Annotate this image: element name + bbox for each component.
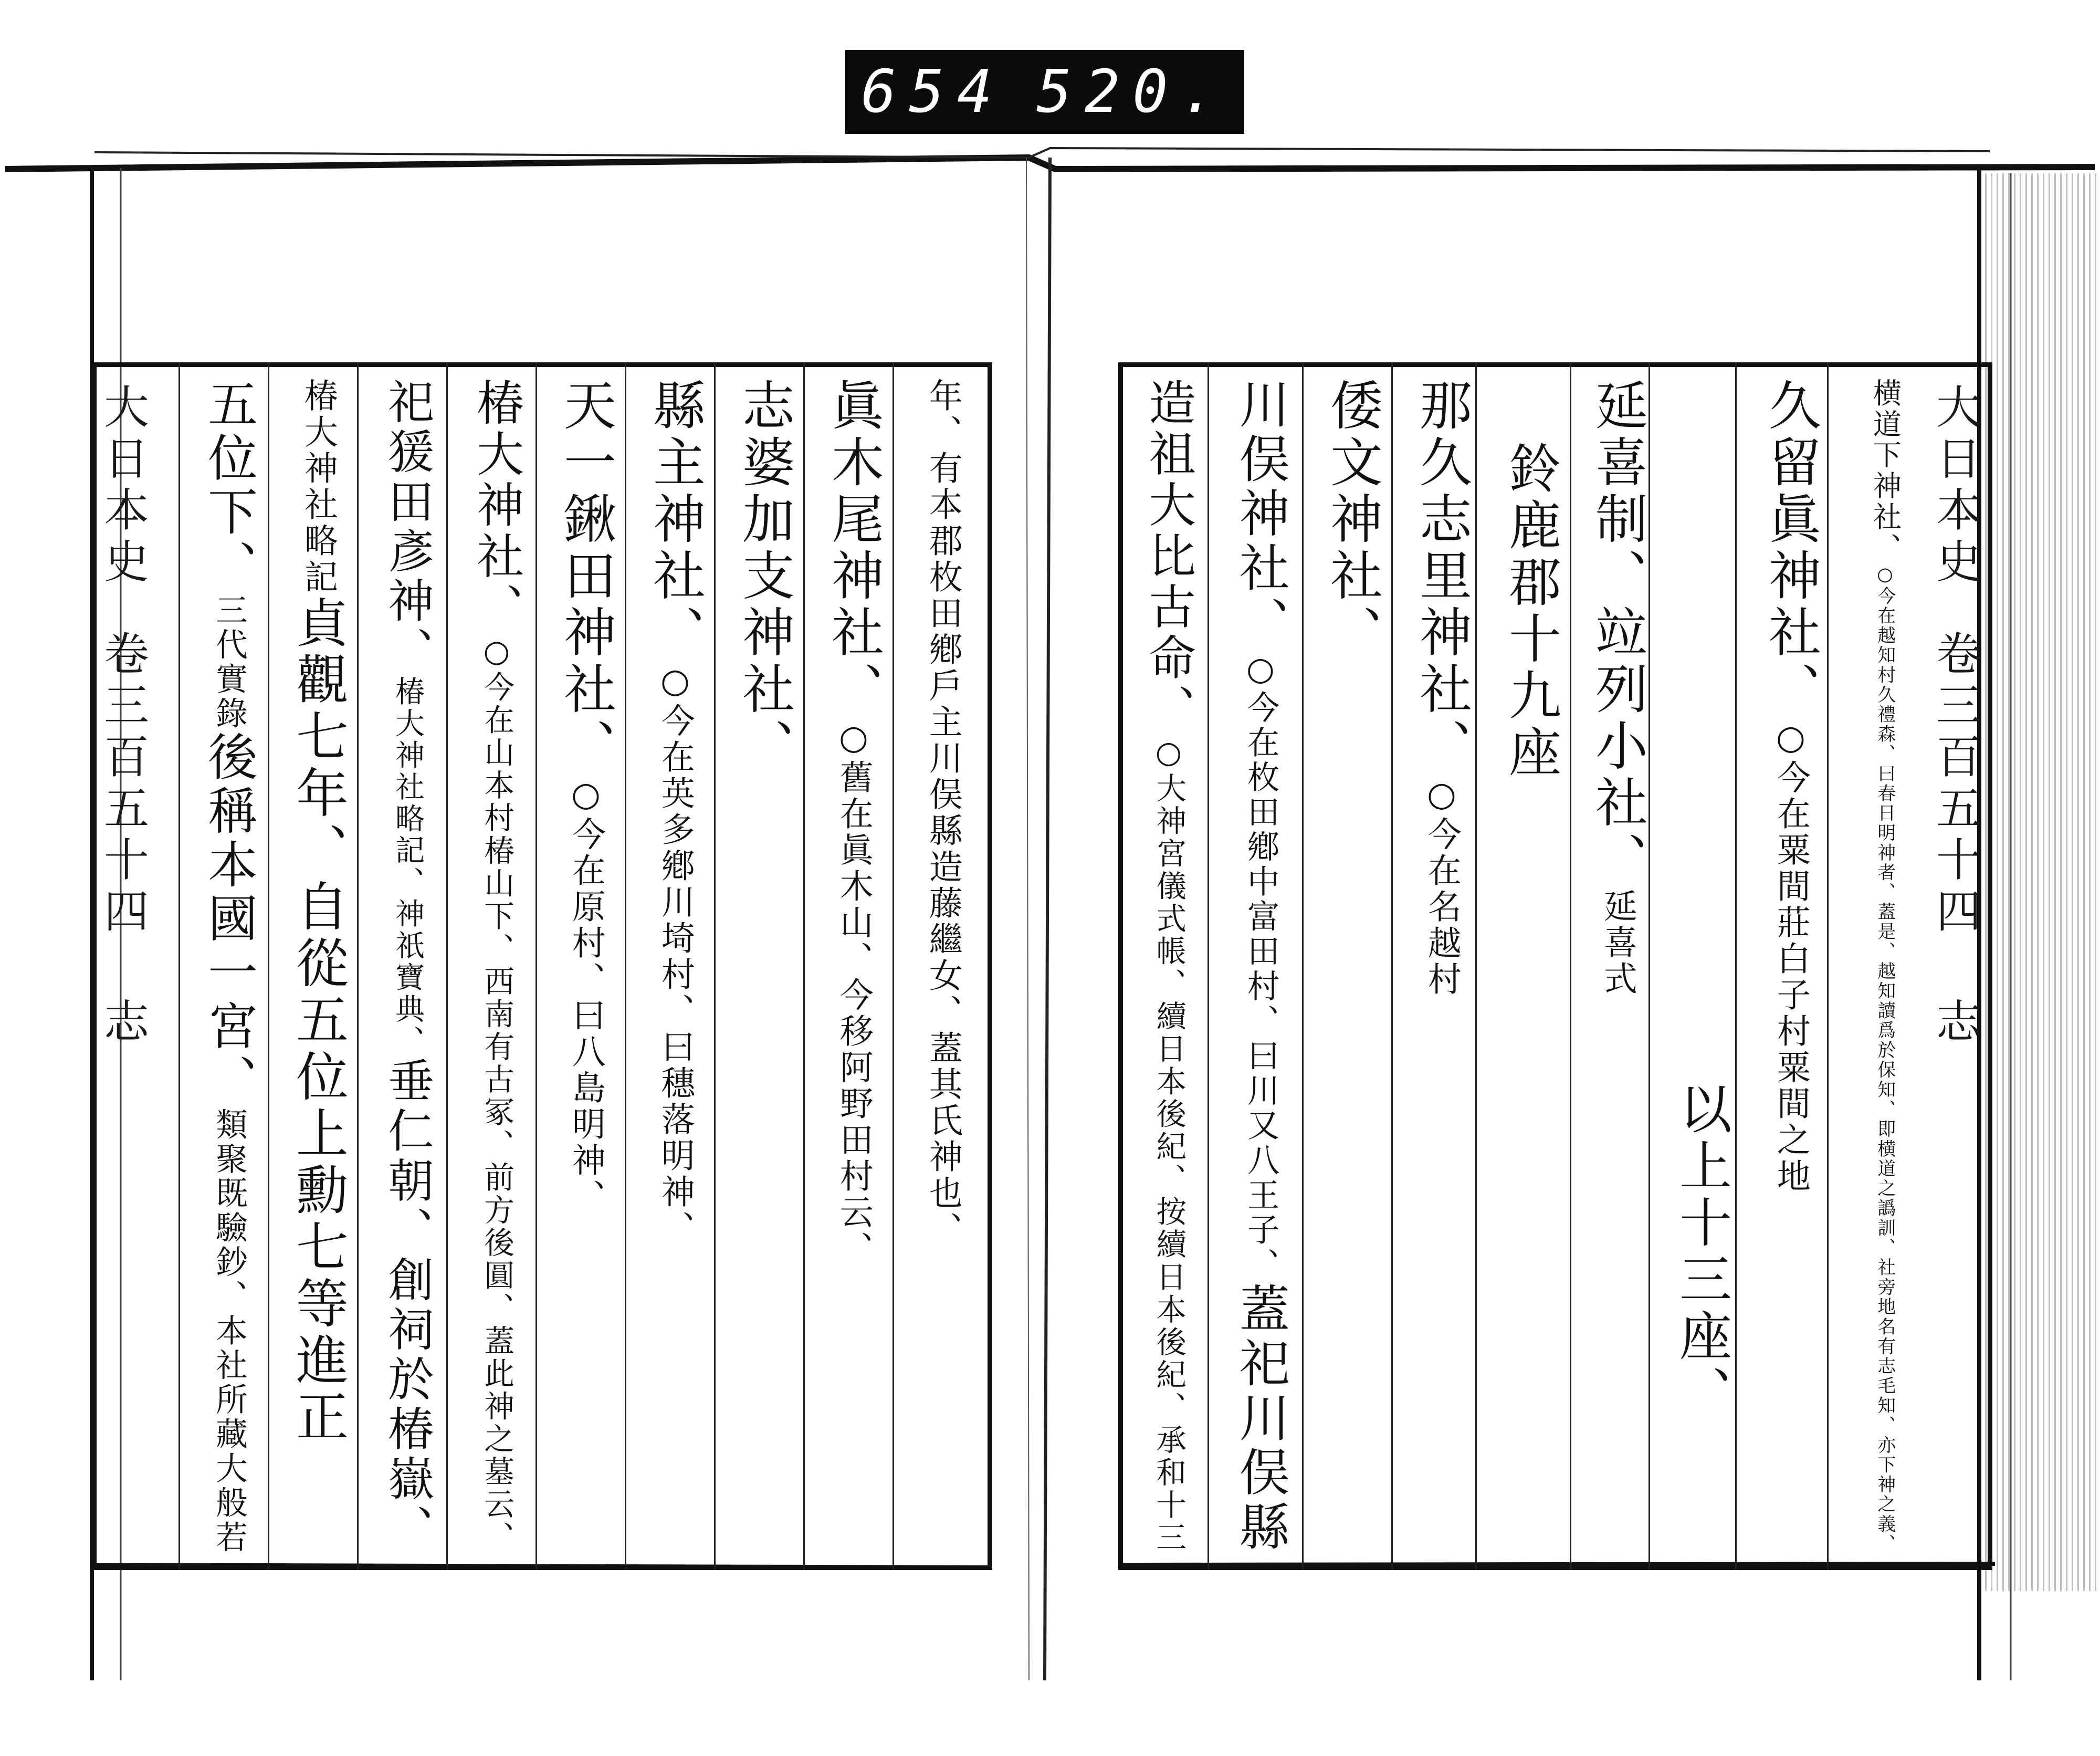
text-column xyxy=(1307,378,1396,662)
column-note-text: ○今在越知村久禮森、曰春日明神者、蓋是、越知讀爲於保知、即横道之譌訓、社旁地名有志毛知、亦下神之義、 xyxy=(1874,563,1896,1554)
column-note-text: 椿大神社略記、神祇寶典、 xyxy=(390,676,425,1057)
right-margin-section: 志 xyxy=(1928,998,1981,1049)
column-main-text: 久留眞神社、 xyxy=(1760,378,1821,718)
text-column xyxy=(273,378,362,1446)
column-main-text: 貞觀七年、自從五位上勳七等進正 xyxy=(287,595,349,1446)
column-rule xyxy=(178,362,180,1570)
column-main-text: 椿大神社、 xyxy=(468,378,524,634)
left-margin-volume: 卷三百五十四 xyxy=(96,630,149,939)
column-note-text: 延喜式 xyxy=(1598,889,1637,997)
text-column xyxy=(1396,378,1486,998)
text-column xyxy=(1128,378,1209,1554)
column-note-text: ○大神宮儀式帳、續日本後紀、按續日本後紀、承和十三 xyxy=(1151,735,1186,1554)
column-main-text: 以上十三座、 xyxy=(1671,1082,1732,1422)
column-note-text: ○今在山本村椿山下、西南有古冢、前方後圓、蓋此神之墓云、 xyxy=(479,634,514,1554)
right-margin-title: 大日本史 xyxy=(1928,383,1981,589)
text-column xyxy=(630,378,719,1247)
column-main-text: 五位下、 xyxy=(199,378,258,593)
catalog-number-left: 654 xyxy=(860,58,1005,126)
column-note-text: 類聚既驗鈔、本社所藏大般若 xyxy=(210,1107,247,1555)
catalog-number-label xyxy=(845,50,1244,134)
column-main-text: 蓋祀川俣縣 xyxy=(1231,1282,1290,1555)
column-note-text: 椿大神社略記 xyxy=(298,378,338,595)
text-column xyxy=(1659,378,1743,1422)
column-main-text: 縣主神社、 xyxy=(644,378,706,662)
column-note-text: ○今在名越村 xyxy=(1422,775,1461,998)
text-column xyxy=(1575,378,1659,997)
left-margin-section: 志 xyxy=(96,998,149,1049)
column-note-text: ○今在粟間莊白子村粟間之地 xyxy=(1771,718,1810,1195)
column-main-text: 川俣神社、 xyxy=(1231,378,1290,651)
column-main-text: 延喜制、竝列小社、 xyxy=(1587,378,1648,889)
text-column xyxy=(456,378,536,1554)
text-column xyxy=(186,378,270,1555)
text-column xyxy=(1486,378,1575,781)
column-main-text: 那久志里神社、 xyxy=(1411,378,1472,775)
text-column xyxy=(1215,378,1306,1555)
column-note-text: ○今在原村、曰八島明神、 xyxy=(566,775,605,1215)
column-note-text: ○今在英多鄕川埼村、曰穗落明神、 xyxy=(655,662,695,1247)
catalog-number-right: 520. xyxy=(1036,58,1228,126)
text-column xyxy=(541,378,630,1215)
text-column xyxy=(368,378,446,1554)
column-main-text: 後稱本國一宮、 xyxy=(199,730,258,1108)
column-main-text: 祀猨田彥神、 xyxy=(380,378,434,676)
column-main-text: 天一鍬田神社、 xyxy=(555,378,616,775)
column-main-text: 垂仁朝、創祠於椿嶽、 xyxy=(380,1057,434,1554)
column-rule xyxy=(446,362,448,1570)
edge-bleed-texture xyxy=(1979,173,2100,1591)
right-margin-volume: 卷三百五十四 xyxy=(1928,630,1981,939)
column-main-text: 造祖大比古命、 xyxy=(1140,378,1196,735)
text-column xyxy=(808,378,898,1267)
column-note-text: ○今在枚田鄕中富田村、曰川又八王子、 xyxy=(1242,650,1279,1283)
text-column xyxy=(898,378,987,1248)
left-margin-title: 大日本史 xyxy=(96,383,149,589)
column-note-text: ○舊在眞木山、今移阿野田村云、 xyxy=(834,718,873,1267)
column-main-text: 鈴鹿郡十九座 xyxy=(1500,441,1561,781)
column-main-text: 横道下神社、 xyxy=(1868,378,1902,564)
column-note-text: 年、有本郡枚田鄕戶主川俣縣造藤繼女、蓋其氏神也、 xyxy=(923,378,962,1248)
text-column xyxy=(719,378,808,775)
column-main-text: 倭文神社、 xyxy=(1321,378,1383,662)
text-column xyxy=(1746,378,1835,1195)
text-column xyxy=(1859,378,1910,1554)
column-note-text: 三代實錄 xyxy=(210,593,247,731)
column-main-text: 志婆加支神社、 xyxy=(733,378,795,775)
column-main-text: 眞木尾神社、 xyxy=(823,378,884,718)
